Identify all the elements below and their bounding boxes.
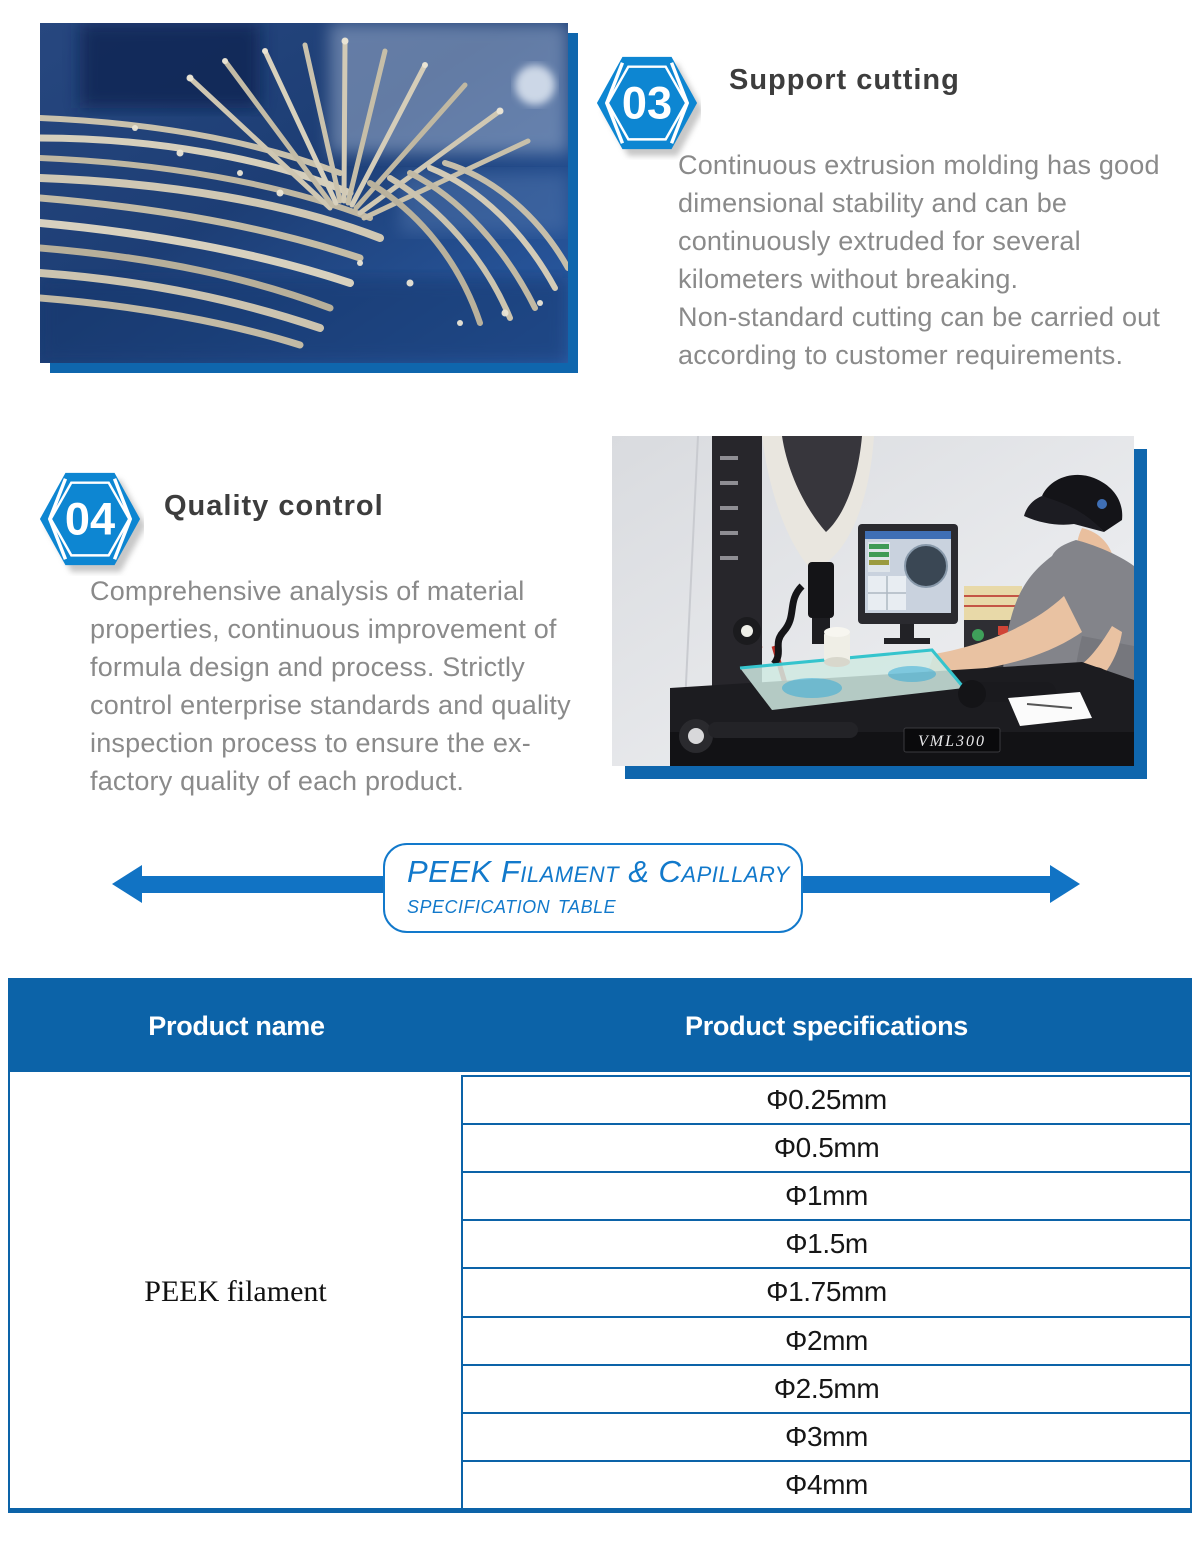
table-body [10,1075,1190,1508]
table-header-product-name: Product name [148,1010,325,1041]
step-body-quality-control: Comprehensive analysis of material properties, continuous improvement of formula design and process. Strictly control enterprise standards and quality inspection process to ensure the ex-factory quality of each product. [90,576,571,796]
spec-column [463,1075,1190,1508]
filament-bundle-illustration [40,23,568,363]
spec-row: Φ1.5m [463,1219,1190,1267]
product-name-cell: PEEK filament [10,1075,463,1508]
banner-title-line2: specification table [407,889,617,919]
spec-row: Φ0.5mm [463,1123,1190,1171]
hexagon-badge-icon [36,464,144,576]
quality-inspection-photo [612,436,1134,766]
spec-row: Φ0.25mm [463,1075,1190,1123]
spec-row: Φ1.75mm [463,1267,1190,1315]
hexagon-badge-icon [593,48,701,160]
spec-row: Φ3mm [463,1412,1190,1460]
machine-label: VML300 [918,733,986,750]
table-header-row [10,980,1190,1075]
spec-row: Φ2.5mm [463,1364,1190,1412]
specification-table [8,978,1192,1513]
step-title-quality-control: Quality control [164,490,384,522]
peek-filament-bundle-photo [40,23,568,363]
table-header-product-specifications: Product specifications [685,1010,968,1041]
spec-row: Φ2mm [463,1316,1190,1364]
banner-arrow-right-icon [1050,865,1080,903]
spec-row: Φ4mm [463,1460,1190,1508]
banner-label-box [383,843,803,933]
step-badge-04 [36,464,144,576]
spec-row: Φ1mm [463,1171,1190,1219]
step-badge-03 [593,48,701,160]
step-body-support-cutting: Continuous extrusion molding has good dimensional stability and can be continuously extruded for several kilometers without breaking. Non-standard cutting can be carried out according to customer requirements. [678,150,1161,370]
step-number: 04 [64,493,116,545]
step-title-support-cutting: Support cutting [729,64,960,96]
inspection-machine-illustration [612,436,1134,766]
banner-title-line1: PEEK Filament & Capillary [407,854,790,889]
step-number: 03 [621,77,673,129]
